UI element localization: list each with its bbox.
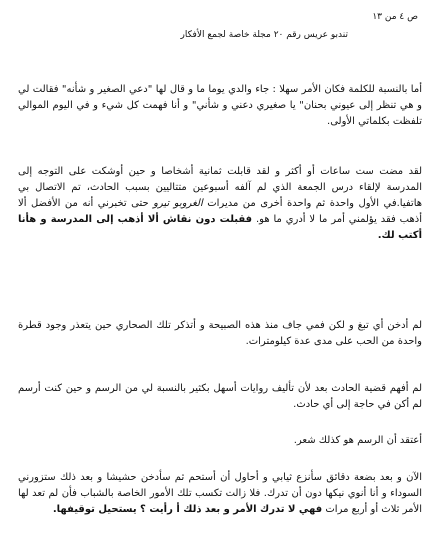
paragraph-2: [18, 164, 422, 244]
paragraph-2-part-1: لقد مضت ست ساعات أو أكثر و لقد قابلت ثمانية أشخاصا و حين أوشكت على التوجه إلى المدرسة لإلقاء درس الجمعة الذي لم آلفه أسبوعين متتاليين بسبب الحادث، تم الاتصال بي هاتفيا.في الأول واحدة ثم واحدة أخرى من مديرات: [18, 166, 423, 209]
page-subtitle: تندبو عريس رقم ٢٠ مجلة خاصة لجمع الأفكار: [180, 30, 348, 40]
paragraph-4: لم أفهم قضية الحادث بعد لأن تأليف روايات أسهل بكثير بالنسبة لي من الرسم و حين كنت أرسم لم أكن في حاجة إلى أي حادث.: [18, 383, 422, 410]
paragraph-6-part-1: الآن و بعد بضعة دقائق سأنزع ثيابي و أحاول أن أستحم ثم سأدخن حشيشا و بعد ذلك ستزورني السوداء و أنا أنوي نيكها دون أن تدرك. فلا زالت تكسب تلك الأمور الخاصة بالشباب فأن لم تعد لها الأمر ثلاث أو أربع مرات: [18, 472, 422, 515]
paragraph-2-bold: فقبلت دون نقاش ألا أذهب إلى المدرسة و هأنا أكتب لك.: [18, 214, 422, 241]
paragraph-2-emphasis: الغروبو تيرو: [153, 198, 203, 209]
paragraph-2-part-2: حتى تخبرني أنه من الأفضل ألا أذهب فقد يؤلمني أمر ما لا أدري ما هو.: [18, 198, 422, 225]
page-number: ص ٤ من ١٣: [372, 12, 418, 22]
paragraph-6: [18, 470, 422, 518]
paragraph-5: أعتقد أن الرسم هو كذلك شعر.: [293, 435, 422, 446]
paragraph-3: لم أدخن أي تبغ و لكن فمي جاف منذ هذه الصبيحة و أتذكر تلك الصحاري حين يتعذر وجود قطرة واحدة من الحب على مدى عدة كيلومترات.: [18, 320, 422, 347]
paragraph-6-bold: فهي لا تدرك الأمر و بعد ذلك أ رأيت ؟ يستحيل توقيفها.: [52, 504, 323, 515]
paragraph-1: أما بالنسبة للكلمة فكان الأمر سهلا : جاء والدي يوما ما و قال لها "دعي الصغير و شأنه" فقالت لي و هي تنظر إلى عيوني بحنان" يا صغيري دعني و شأني" و أنا فهمت كل شيء و في اليوم الموالي تلفظت بكلماتي الأولى.: [18, 84, 422, 127]
